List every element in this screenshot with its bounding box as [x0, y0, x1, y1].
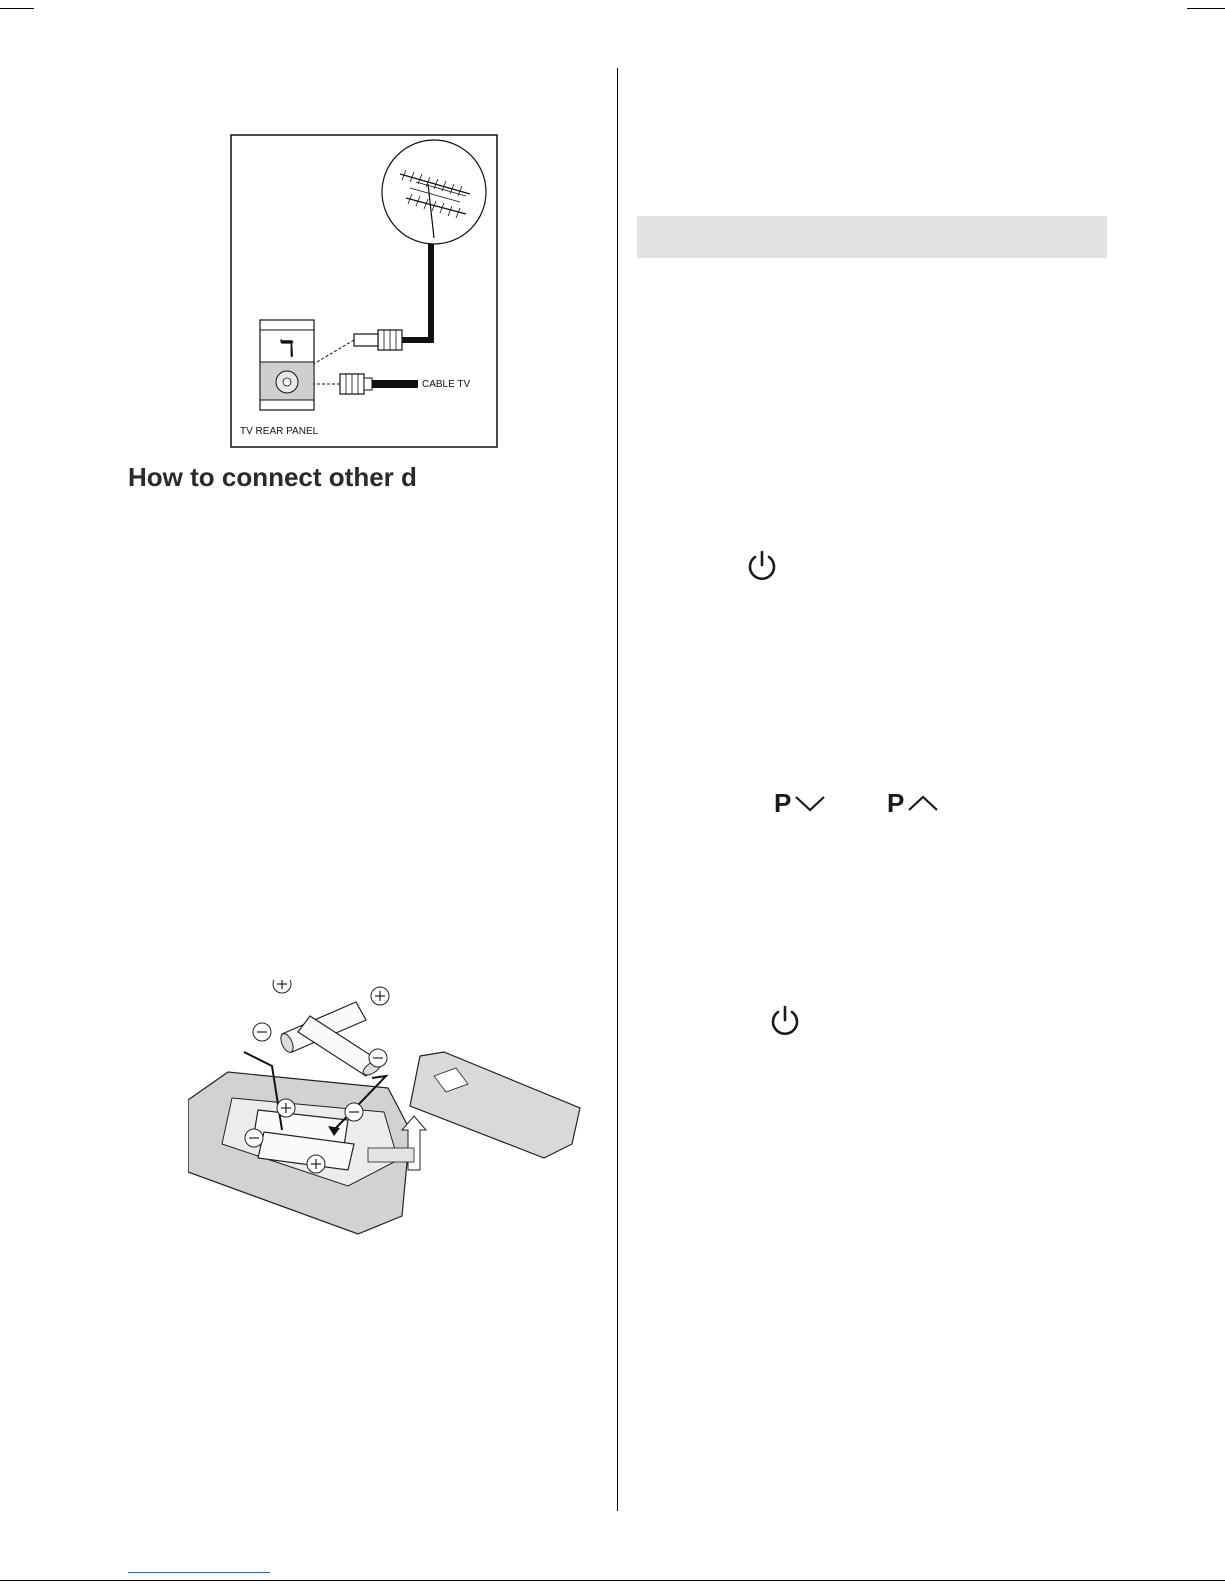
tv-rear-panel-label: TV REAR PANEL — [240, 426, 319, 437]
chevron-up-icon — [906, 792, 940, 814]
channel-up-key — [887, 788, 940, 818]
section-heading: How to connect other d — [128, 462, 417, 492]
battery-cover — [410, 1052, 580, 1158]
antenna-icon — [382, 140, 486, 244]
batteries-loose — [278, 1002, 383, 1078]
tv-rear-panel — [260, 320, 314, 410]
channel-down-key — [774, 788, 827, 818]
channel-up-letter: P — [887, 788, 905, 818]
section-header-band — [637, 216, 1107, 258]
antenna-connection-figure — [230, 134, 498, 448]
battery-insertion-figure — [188, 980, 592, 1246]
power-icon — [745, 549, 779, 583]
channel-down-letter: P — [774, 788, 792, 818]
cable-tv-label: CABLE TV — [422, 379, 471, 390]
power-icon — [768, 1004, 802, 1038]
svg-text:ℸ: ℸ — [279, 336, 295, 361]
crop-mark-top-left — [0, 8, 34, 9]
chevron-down-icon — [793, 792, 827, 814]
column-divider — [617, 68, 618, 1511]
bottom-rule — [0, 1580, 1225, 1581]
crop-mark-top-right — [1187, 8, 1225, 9]
footer-link-underline[interactable] — [128, 1572, 270, 1573]
